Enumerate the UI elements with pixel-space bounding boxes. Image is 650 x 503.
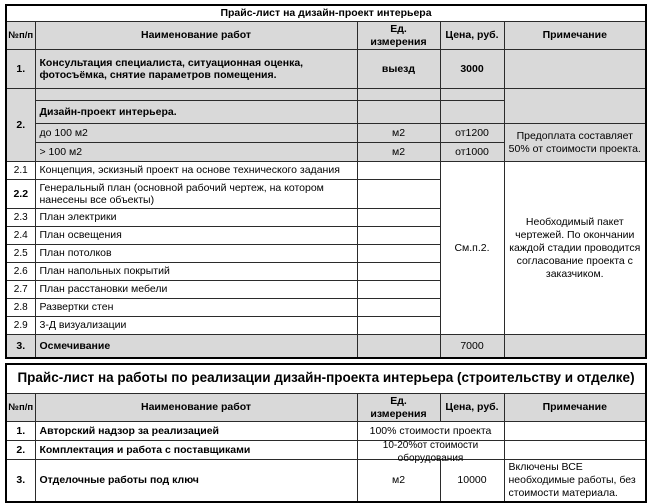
price-list-section-2-table: [5, 363, 647, 502]
row-unit-empty: [357, 317, 440, 335]
section-2-title: Прайс-лист на работы по реализации дизайн-проекта интерьера (строительству и отделке): [6, 364, 646, 393]
column-header-name: Наименование работ: [35, 393, 357, 422]
subitems-note: Необходимый пакет чертежей. По окончании каждой стадии проводится согласование проекта с заказчиком.: [504, 162, 646, 335]
row-price: от1000: [440, 143, 504, 162]
column-header-unit: Ед. измерения: [357, 21, 440, 50]
row-unit-empty: [357, 281, 440, 299]
row-name: Консультация специалиста, ситуационная оценка, фотосъёмка, снятие параметров помещения.: [35, 50, 357, 89]
row-number: 1.: [6, 50, 35, 89]
row-unit-empty: [357, 245, 440, 263]
row-number: 2.5: [6, 245, 35, 263]
row-name: Концепция, эскизный проект на основе технического задания: [35, 162, 357, 180]
row-unit: м2: [357, 460, 440, 502]
column-header-note: Примечание: [504, 21, 646, 50]
row-number: 2.3: [6, 209, 35, 227]
row-unit: 100% стоимости проекта: [357, 422, 504, 441]
row-note: [504, 422, 646, 441]
row-name: 3-Д визуализации: [35, 317, 357, 335]
row-price: 3000: [440, 50, 504, 89]
row-name-empty: [35, 89, 357, 101]
row-number: 2.9: [6, 317, 35, 335]
row-unit: [357, 335, 440, 359]
row-number: 2.7: [6, 281, 35, 299]
row-number: 3.: [6, 335, 35, 359]
row-number: 2.: [6, 89, 35, 162]
row-number: 3.: [6, 460, 35, 502]
table-row: [6, 422, 646, 441]
row-name: План напольных покрытий: [35, 263, 357, 281]
row-note: Включены ВСЕ необходимые работы, без стоимости материала.: [504, 460, 646, 502]
row-name: План потолков: [35, 245, 357, 263]
table-row: [6, 460, 646, 502]
row-name: План электрики: [35, 209, 357, 227]
row-unit: м2: [357, 124, 440, 143]
row-number: 2.1: [6, 162, 35, 180]
row-unit-empty: [357, 263, 440, 281]
row-unit-empty: [357, 299, 440, 317]
subitems-price: См.п.2.: [440, 162, 504, 335]
column-header-note: Примечание: [504, 393, 646, 422]
row-name: Комплектация и работа с поставщиками: [35, 441, 357, 460]
row-name: Генеральный план (основной рабочий чертеж, на котором нанесены все объекты): [35, 180, 357, 209]
section-2-title-row: [6, 364, 646, 393]
row-name: Дизайн-проект интерьера.: [35, 101, 357, 124]
row-name: до 100 м2: [35, 124, 357, 143]
row-name: Развертки стен: [35, 299, 357, 317]
row-name: Отделочные работы под ключ: [35, 460, 357, 502]
row-number: 2.8: [6, 299, 35, 317]
table-row-spacer: [6, 89, 646, 101]
row-note: Предоплата составляет 50% от стоимости проекта.: [504, 124, 646, 162]
row-note-empty: [504, 89, 646, 124]
section-1-title-row: [6, 5, 646, 21]
row-price-empty: [440, 89, 504, 101]
row-unit: 10-20%от стоимости оборудования: [382, 440, 479, 464]
row-price: от1200: [440, 124, 504, 143]
row-unit-empty: [357, 209, 440, 227]
column-header-number: №п/п: [6, 393, 35, 422]
row-name: Авторский надзор за реализацией: [35, 422, 357, 441]
table-row: [6, 441, 646, 460]
row-unit-empty: [357, 162, 440, 180]
column-header-name: Наименование работ: [35, 21, 357, 50]
row-number: 1.: [6, 422, 35, 441]
row-unit: [357, 101, 440, 124]
row-unit: м2: [357, 143, 440, 162]
row-unit-container: [357, 440, 504, 464]
row-unit-empty: [357, 89, 440, 101]
row-name: План расстановки мебели: [35, 281, 357, 299]
row-number: 2.2: [6, 180, 35, 209]
table-row: [6, 50, 646, 89]
row-price: 7000: [440, 335, 504, 359]
row-name: Осмечивание: [35, 335, 357, 359]
row-number: 2.4: [6, 227, 35, 245]
row-unit-empty: [357, 180, 440, 209]
column-header-number: №п/п: [6, 21, 35, 50]
row-number: 2.: [6, 441, 35, 460]
column-header-price: Цена, руб.: [440, 21, 504, 50]
row-note: [504, 441, 646, 460]
table-row: [6, 124, 646, 143]
row-number: 2.6: [6, 263, 35, 281]
row-note: [504, 335, 646, 359]
row-unit-empty: [357, 227, 440, 245]
column-header-unit: Ед. измерения: [357, 393, 440, 422]
section-1-title: Прайс-лист на дизайн-проект интерьера: [6, 5, 646, 21]
section-1-header-row: [6, 21, 646, 50]
column-header-price: Цена, руб.: [440, 393, 504, 422]
section-2-header-row: [6, 393, 646, 422]
row-unit: выезд: [357, 50, 440, 89]
row-name: > 100 м2: [35, 143, 357, 162]
row-note: [504, 50, 646, 89]
price-list-section-1-table: [5, 4, 647, 359]
row-price: 10000: [440, 460, 504, 502]
row-name: План освещения: [35, 227, 357, 245]
row-price: [440, 101, 504, 124]
table-row: [6, 162, 646, 180]
table-row: [6, 335, 646, 359]
